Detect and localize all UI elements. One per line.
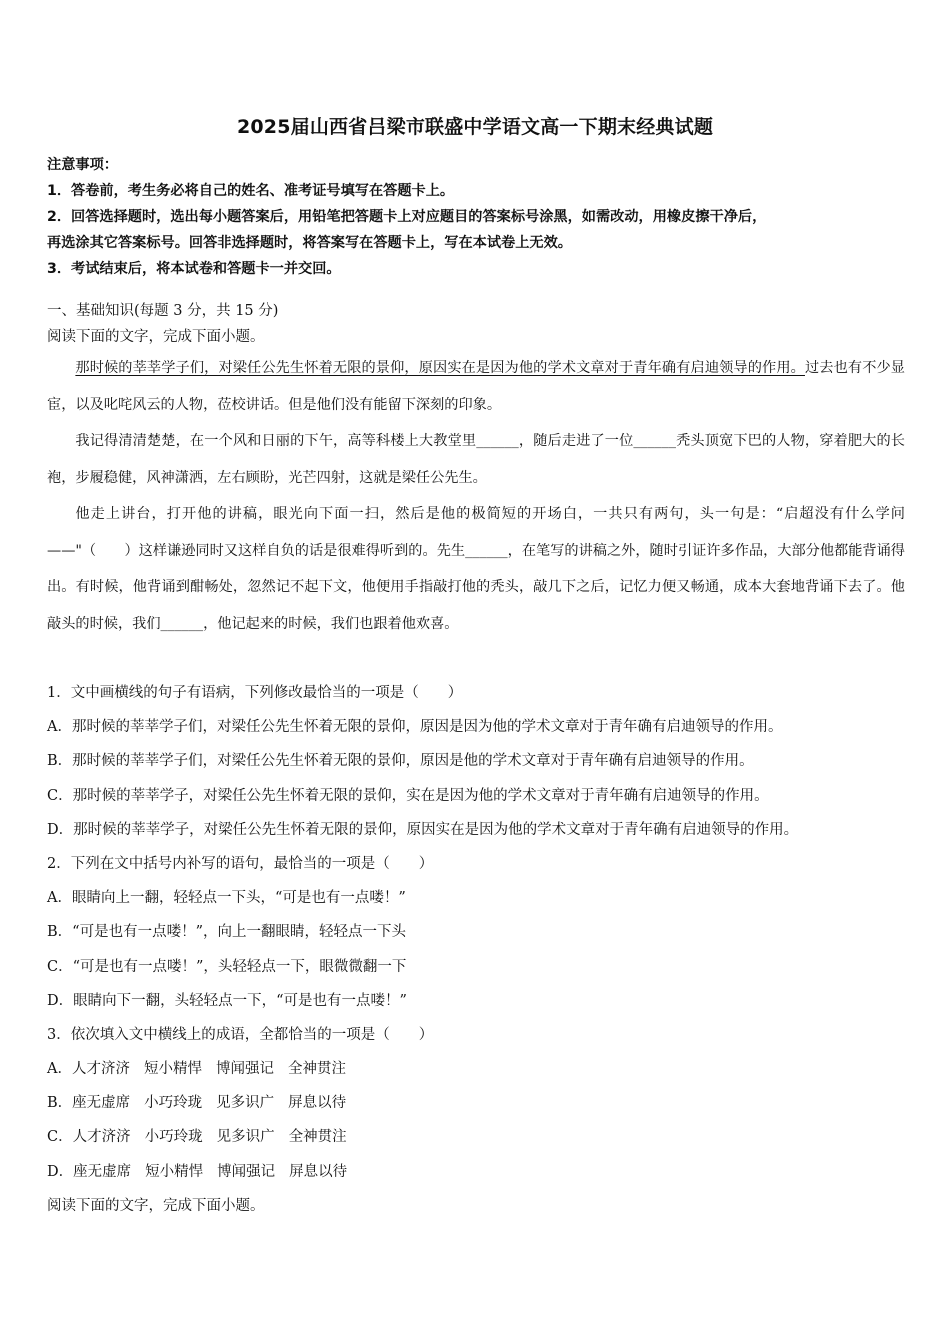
question-stem: 2．下列在文中括号内补写的语句，最恰当的一项是（ ） [47, 855, 434, 872]
question-list [47, 680, 917, 1193]
option-d [47, 1159, 917, 1193]
idiom: 博闻强记 [217, 1163, 276, 1180]
option-b: B．“可是也有一点喽！”，向上一翻眼睛，轻轻点一下头 [47, 924, 406, 941]
option-letter: D． [47, 1163, 74, 1180]
idiom: 短小精悍 [143, 1061, 202, 1078]
option-d: D．那时候的莘莘学子，对梁任公先生怀着无限的景仰，原因实在是因为他的学术文章对于青年确有启迪领导的作用。 [47, 821, 799, 838]
option-a [47, 1056, 917, 1090]
idiom: 小巧玲珑 [144, 1095, 203, 1112]
option-letter: C． [47, 1129, 73, 1146]
notice-block [47, 152, 907, 282]
idiom: 小巧玲珑 [144, 1129, 203, 1146]
notice-item: 2．回答选择题时，选出每小题答案后，用铅笔把答题卡上对应题目的答案标号涂黑，如需改动，用橡皮擦干净后， [47, 209, 767, 225]
reading-passage [47, 350, 905, 642]
idiom: 全神贯注 [287, 1061, 346, 1078]
idiom: 博闻强记 [215, 1061, 274, 1078]
underlined-sentence: 那时候的莘莘学子们，对梁任公先生怀着无限的景仰，原因实在是因为他的学术文章对于青年确有启迪领导的作用。 [75, 360, 805, 376]
passage-paragraph [47, 350, 905, 423]
idiom: 人才济济 [72, 1129, 131, 1146]
idiom: 座无虚席 [73, 1163, 132, 1180]
idiom: 短小精悍 [145, 1163, 204, 1180]
option-b: B．那时候的莘莘学子们，对梁任公先生怀着无限的景仰，原因是他的学术文章对于青年确有启迪领导的作用。 [47, 753, 754, 770]
exam-title: 2025届山西省吕梁市联盛中学语文高一下期末经典试题 [236, 116, 714, 138]
question-stem: 3．依次填入文中横线上的成语，全都恰当的一项是（ ） [47, 1026, 434, 1043]
option-a: A．那时候的莘莘学子们，对梁任公先生怀着无限的景仰，原因是因为他的学术文章对于青年确有启迪领导的作用。 [47, 719, 783, 736]
notice-heading: 注意事项： [47, 157, 118, 173]
question-stem: 1．文中画横线的句子有语病，下列修改最恰当的一项是（ ） [47, 685, 463, 701]
passage-text: 过去也有不少显宦，以及叱咤风云的人物，莅校讲话。但是他们没有能留下深刻的印象。 [47, 360, 905, 413]
option-c [47, 1124, 917, 1158]
notice-item: 3．考试结束后，将本试卷和答题卡一并交回。 [47, 261, 341, 277]
next-section-intro: 阅读下面的文字，完成下面小题。 [47, 1198, 265, 1214]
idiom: 全神贯注 [288, 1129, 347, 1146]
passage-paragraph: 他走上讲台，打开他的讲稿，眼光向下面一扫，然后是他的极简短的开场白，一共只有两句，头一句是：“启超没有什么学问——"（ ）这样谦逊同时又这样自负的话是很难得听到的。先生______，在笔写的讲稿之外，随时引证许多作品，大部分他都能背诵得出。有时候，他背诵到酣畅处，忽然记不起下文，他便用手指敲打他的秃头，敲几下之后，记忆力便又畅通，成本大套地背诵下去了。他敲头的时候，我们______，他记起来的时候，我们也跟着他欢喜。 [47, 506, 905, 632]
idiom: 人才济济 [71, 1061, 130, 1078]
notice-item: 再选涂其它答案标号。回答非选择题时，将答案写在答题卡上，写在本试卷上无效。 [47, 235, 572, 251]
option-c: C．那时候的莘莘学子，对梁任公先生怀着无限的景仰，实在是因为他的学术文章对于青年确有启迪领导的作用。 [47, 787, 769, 804]
section-intro: 阅读下面的文字，完成下面小题。 [47, 329, 265, 345]
option-letter: A． [47, 1061, 72, 1078]
option-d: D．眼睛向下一翻，头轻轻点一下，“可是也有一点喽！” [47, 992, 407, 1009]
idiom: 见多识广 [216, 1129, 275, 1146]
option-letter: B． [47, 1095, 73, 1112]
option-a: A．眼睛向上一翻，轻轻点一下头，“可是也有一点喽！” [47, 890, 406, 907]
idiom: 屏息以待 [288, 1095, 347, 1112]
option-b [47, 1090, 917, 1124]
section-heading: 一、基础知识(每题 3 分，共 15 分) [47, 303, 279, 319]
idiom: 座无虚席 [72, 1095, 131, 1112]
idiom: 屏息以待 [289, 1163, 348, 1180]
option-c: C．“可是也有一点喽！”，头轻轻点一下，眼微微翻一下 [47, 958, 407, 975]
passage-paragraph: 我记得清清楚楚，在一个风和日丽的下午，高等科楼上大教堂里______，随后走进了一位______秃头顶宽下巴的人物，穿着肥大的长袍，步履稳健，风神潇洒，左右顾盼，光芒四射，这就是梁任公先生。 [47, 433, 905, 486]
idiom: 见多识广 [216, 1095, 275, 1112]
notice-item: 1．答卷前，考生务必将自己的姓名、准考证号填写在答题卡上。 [47, 183, 455, 199]
